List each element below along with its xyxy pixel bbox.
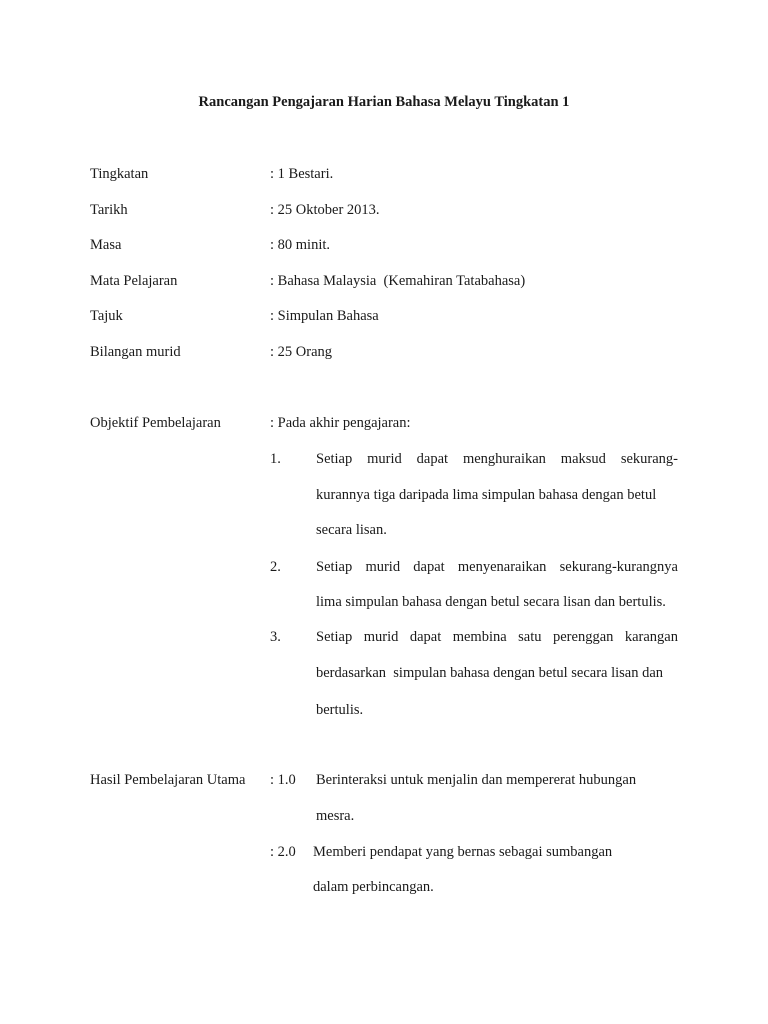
info-value-tingkatan: : 1 Bestari. xyxy=(270,166,334,182)
hasil-item-2-line-2: dalam perbincangan. xyxy=(313,879,434,895)
info-label-masa: Masa xyxy=(90,237,122,253)
info-label-tarikh: Tarikh xyxy=(90,202,128,218)
info-label-mata-pelajaran: Mata Pelajaran xyxy=(90,273,178,289)
hasil-item-1-code: : 1.0 xyxy=(270,772,296,788)
info-value-masa: : 80 minit. xyxy=(270,237,331,253)
objektif-item-2-number: 2. xyxy=(270,559,281,575)
objektif-item-1-line-1: Setiap murid dapat menghuraikan maksud sekurang- xyxy=(316,451,678,467)
objektif-item-1-number: 1. xyxy=(270,451,281,467)
hasil-item-1-line-2: mesra. xyxy=(316,808,355,824)
info-value-bilangan-murid: : 25 Orang xyxy=(270,344,333,360)
objektif-item-3-line-3: bertulis. xyxy=(316,702,364,718)
info-label-bilangan-murid: Bilangan murid xyxy=(90,344,181,360)
objektif-item-2-line-2: lima simpulan bahasa dengan betul secara lisan dan bertulis. xyxy=(316,594,666,610)
info-value-tarikh: : 25 Oktober 2013. xyxy=(270,202,380,218)
objektif-item-1-line-3: secara lisan. xyxy=(316,522,387,538)
hasil-label: Hasil Pembelajaran Utama xyxy=(90,772,246,788)
objektif-intro: : Pada akhir pengajaran: xyxy=(270,415,411,431)
info-value-mata-pelajaran: : Bahasa Malaysia (Kemahiran Tatabahasa) xyxy=(270,273,526,289)
info-label-tingkatan: Tingkatan xyxy=(90,166,149,182)
objektif-item-2-line-1: Setiap murid dapat menyenaraikan sekurang-kurangnya xyxy=(316,559,678,575)
objektif-item-1-line-2: kurannya tiga daripada lima simpulan bahasa dengan betul xyxy=(316,487,657,503)
hasil-item-2-line-1: Memberi pendapat yang bernas sebagai sumbangan xyxy=(313,844,613,860)
objektif-label: Objektif Pembelajaran xyxy=(90,415,221,431)
hasil-item-1-line-1: Berinteraksi untuk menjalin dan mempererat hubungan xyxy=(316,772,637,788)
hasil-item-2-code: : 2.0 xyxy=(270,844,296,860)
objektif-item-3-line-1: Setiap murid dapat membina satu perenggan karangan xyxy=(316,629,678,645)
info-value-tajuk: : Simpulan Bahasa xyxy=(270,308,379,324)
document-title: Rancangan Pengajaran Harian Bahasa Melayu Tingkatan 1 xyxy=(198,94,570,110)
objektif-item-3-number: 3. xyxy=(270,629,281,645)
objektif-item-3-line-2: berdasarkan simpulan bahasa dengan betul secara lisan dan xyxy=(316,665,664,681)
info-label-tajuk: Tajuk xyxy=(90,308,123,324)
